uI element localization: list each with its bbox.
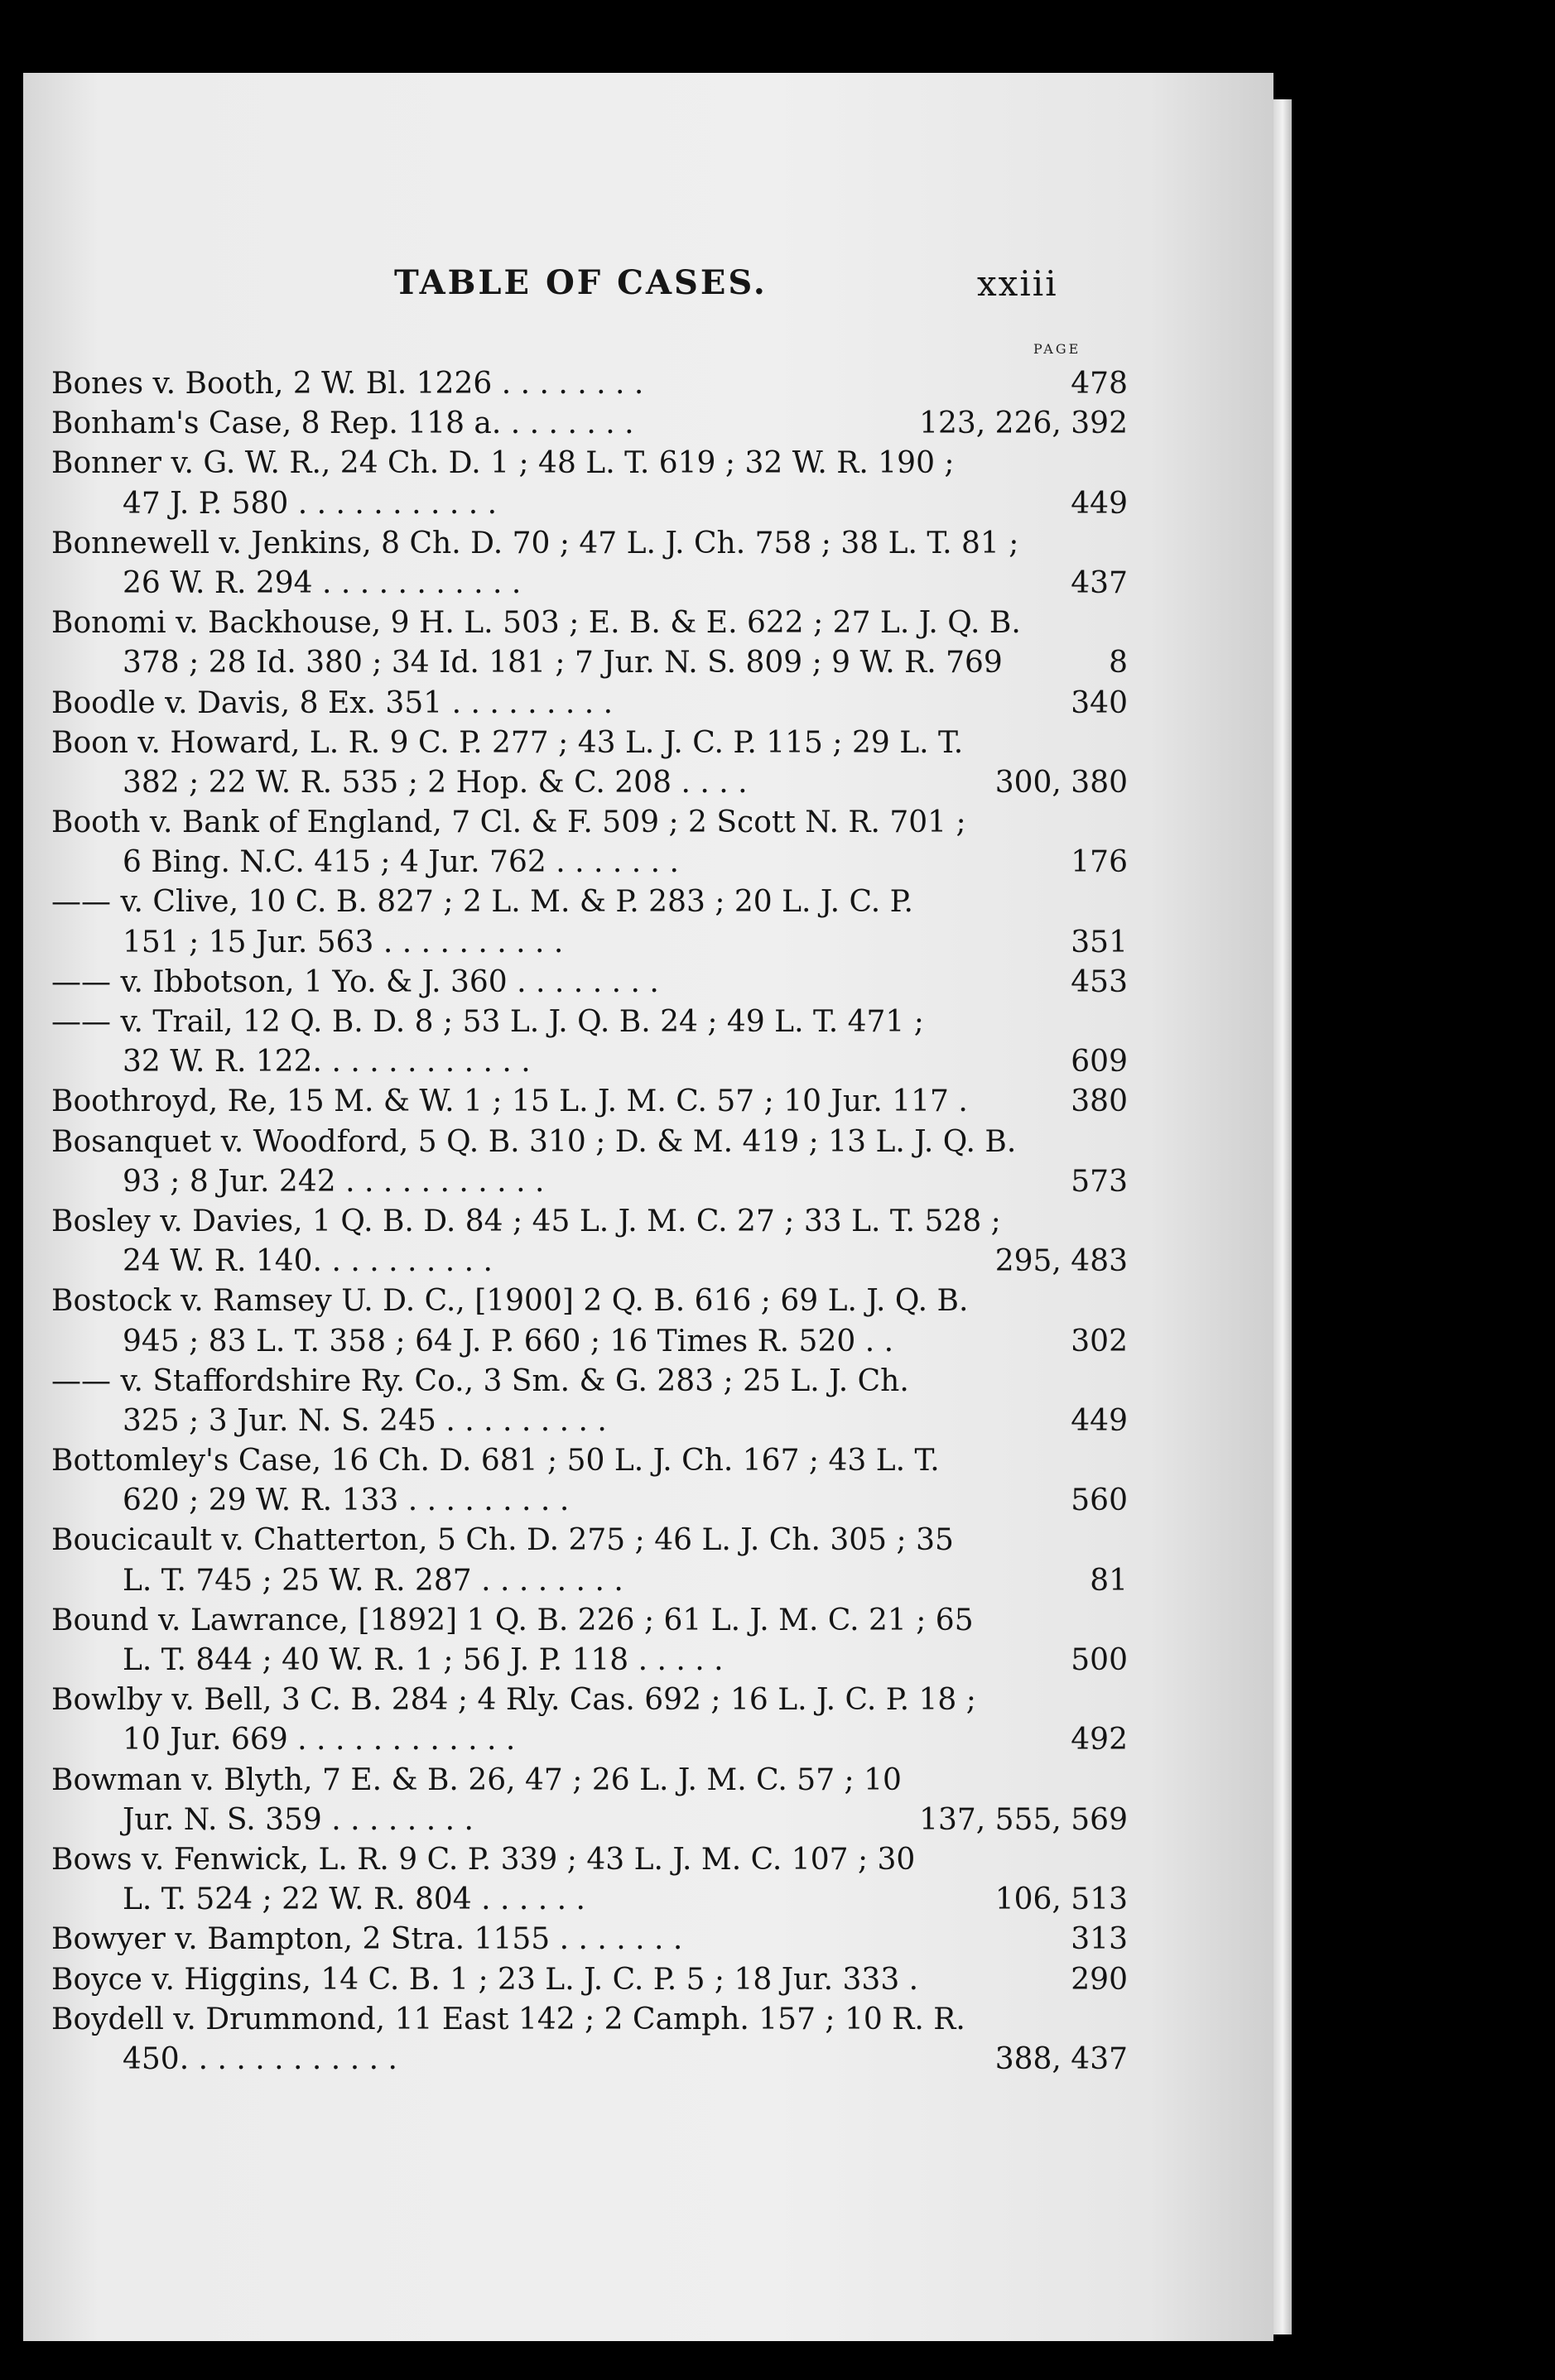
index-line [51, 643, 1128, 683]
case-citation: —— v. Clive, 10 C. B. 827 ; 2 L. M. & P. 283 ; 20 L. J. C. P. [51, 885, 913, 920]
page-reference: 453 [1071, 964, 1128, 999]
page-reference: 300, 380 [994, 765, 1128, 800]
index-line [51, 1960, 1128, 2000]
running-title: TABLE OF CASES. [394, 263, 768, 302]
index-line [51, 1680, 1128, 1720]
page-reference: 176 [1071, 845, 1128, 880]
case-citation: Boon v. Howard, L. R. 9 C. P. 277 ; 43 L. J. C. P. 115 ; 29 L. T. [51, 725, 964, 760]
case-citation: 10 Jur. 669 . . . . . . . . . . . . [123, 1723, 516, 1757]
case-citation: L. T. 844 ; 40 W. R. 1 ; 56 J. P. 118 . . . . . [123, 1643, 724, 1677]
page-reference: 295, 483 [994, 1244, 1128, 1279]
index-line [51, 963, 1128, 1002]
case-citation: Bows v. Fenwick, L. R. 9 C. P. 339 ; 43 L. J. M. C. 107 ; 30 [51, 1842, 916, 1877]
index-line [51, 1042, 1128, 1082]
index-line [51, 524, 1128, 564]
page-reference: 81 [1090, 1563, 1128, 1598]
case-citation: L. T. 524 ; 22 W. R. 804 . . . . . . [123, 1882, 586, 1917]
page-header [0, 263, 1555, 305]
index-line [51, 923, 1128, 963]
index-line [51, 484, 1128, 524]
page-reference: 123, 226, 392 [919, 406, 1128, 441]
case-citation: Boucicault v. Chatterton, 5 Ch. D. 275 ; 46 L. J. Ch. 305 ; 35 [51, 1523, 954, 1558]
page-reference: 340 [1071, 685, 1128, 720]
index-line [51, 724, 1128, 763]
page-reference: 492 [1071, 1723, 1128, 1757]
case-citation: 382 ; 22 W. R. 535 ; 2 Hop. & C. 208 . . . . [123, 765, 748, 800]
index-line [51, 1761, 1128, 1801]
index-line [51, 1281, 1128, 1321]
index-line [51, 603, 1128, 643]
index-line [51, 2040, 1128, 2079]
index-line [51, 1801, 1128, 1840]
index-line [51, 1880, 1128, 1920]
index-line [51, 684, 1128, 724]
page-reference: 290 [1071, 1962, 1128, 1997]
index-line [51, 564, 1128, 603]
case-citation: 945 ; 83 L. T. 358 ; 64 J. P. 660 ; 16 Times R. 520 . . [123, 1324, 894, 1358]
page-reference: 388, 437 [994, 2041, 1128, 2076]
case-citation: 6 Bing. N.C. 415 ; 4 Jur. 762 . . . . . . . [123, 845, 679, 880]
case-citation: Bowlby v. Bell, 3 C. B. 284 ; 4 Rly. Cas. 692 ; 16 L. J. C. P. 18 ; [51, 1683, 976, 1718]
page-reference: 437 [1071, 565, 1128, 600]
index-line [51, 1481, 1128, 1521]
page-number: xxiii [977, 263, 1058, 304]
index-line [51, 1441, 1128, 1481]
case-citation: 620 ; 29 W. R. 133 . . . . . . . . . [123, 1483, 570, 1518]
case-citation: 450. . . . . . . . . . . . [123, 2041, 397, 2076]
index-line [51, 1082, 1128, 1122]
case-citation: Bostock v. Ramsey U. D. C., [1900] 2 Q. B. 616 ; 69 L. J. Q. B. [51, 1284, 969, 1319]
index-line [51, 1322, 1128, 1362]
page-reference: 351 [1071, 925, 1128, 959]
case-citation: —— v. Ibbotson, 1 Yo. & J. 360 . . . . . . . . [51, 964, 659, 999]
index-line [51, 444, 1128, 483]
case-citation: Booth v. Bank of England, 7 Cl. & F. 509 ; 2 Scott N. R. 701 ; [51, 805, 966, 840]
page-column-label: PAGE [1033, 341, 1081, 357]
case-citation: Boothroyd, Re, 15 M. & W. 1 ; 15 L. J. M. C. 57 ; 10 Jur. 117 . [51, 1084, 968, 1119]
case-citation: L. T. 745 ; 25 W. R. 287 . . . . . . . . [123, 1563, 623, 1598]
case-citation: —— v. Trail, 12 Q. B. D. 8 ; 53 L. J. Q. B. 24 ; 49 L. T. 471 ; [51, 1005, 924, 1039]
case-citation: Bowyer v. Bampton, 2 Stra. 1155 . . . . . . . [51, 1922, 683, 1957]
case-citation: Bonner v. G. W. R., 24 Ch. D. 1 ; 48 L. T. 619 ; 32 W. R. 190 ; [51, 446, 955, 481]
page-edge [1273, 99, 1292, 2334]
index-line [51, 1521, 1128, 1560]
case-citation: Boyce v. Higgins, 14 C. B. 1 ; 23 L. J. C. P. 5 ; 18 Jur. 333 . [51, 1962, 919, 1997]
case-index [51, 364, 1128, 2079]
page-reference: 137, 555, 569 [919, 1802, 1128, 1837]
page-reference: 609 [1071, 1045, 1128, 1079]
index-line [51, 763, 1128, 803]
case-citation: 93 ; 8 Jur. 242 . . . . . . . . . . . [123, 1164, 545, 1199]
case-citation: 151 ; 15 Jur. 563 . . . . . . . . . . [123, 925, 564, 959]
case-citation: Bosanquet v. Woodford, 5 Q. B. 310 ; D. & M. 419 ; 13 L. J. Q. B. [51, 1124, 1017, 1159]
index-line [51, 1202, 1128, 1242]
case-citation: 26 W. R. 294 . . . . . . . . . . . [123, 565, 522, 600]
case-citation: Bones v. Booth, 2 W. Bl. 1226 . . . . . . . . [51, 367, 644, 401]
page-reference: 302 [1071, 1324, 1128, 1358]
case-citation: Bosley v. Davies, 1 Q. B. D. 84 ; 45 L. J. M. C. 27 ; 33 L. T. 528 ; [51, 1204, 1001, 1238]
page-reference: 106, 513 [994, 1882, 1128, 1917]
case-citation: Bound v. Lawrance, [1892] 1 Q. B. 226 ; 61 L. J. M. C. 21 ; 65 [51, 1603, 974, 1637]
page-reference: 8 [1109, 646, 1128, 680]
case-citation: 24 W. R. 140. . . . . . . . . . [123, 1244, 493, 1279]
index-line [51, 1402, 1128, 1441]
index-line [51, 1002, 1128, 1042]
case-citation: 32 W. R. 122. . . . . . . . . . . . [123, 1045, 531, 1079]
page-reference: 449 [1071, 1403, 1128, 1438]
page-reference: 380 [1071, 1084, 1128, 1119]
index-line [51, 843, 1128, 882]
page-reference: 478 [1071, 367, 1128, 401]
index-line [51, 1162, 1128, 1202]
index-line [51, 1561, 1128, 1601]
page-reference: 500 [1071, 1643, 1128, 1677]
index-line [51, 882, 1128, 922]
case-citation: 378 ; 28 Id. 380 ; 34 Id. 181 ; 7 Jur. N. S. 809 ; 9 W. R. 769 [123, 646, 1003, 680]
index-line [51, 404, 1128, 444]
case-citation: Jur. N. S. 359 . . . . . . . . [123, 1802, 474, 1837]
index-line [51, 1362, 1128, 1402]
page-reference: 560 [1071, 1483, 1128, 1518]
case-citation: 325 ; 3 Jur. N. S. 245 . . . . . . . . . [123, 1403, 607, 1438]
case-citation: Boodle v. Davis, 8 Ex. 351 . . . . . . . . . [51, 685, 614, 720]
case-citation: 47 J. P. 580 . . . . . . . . . . . [123, 486, 498, 521]
index-line [51, 1601, 1128, 1641]
index-line [51, 2000, 1128, 2040]
page-reference: 313 [1071, 1922, 1128, 1957]
case-citation: —— v. Staffordshire Ry. Co., 3 Sm. & G. 283 ; 25 L. J. Ch. [51, 1363, 909, 1398]
page-reference: 449 [1071, 486, 1128, 521]
case-citation: Bottomley's Case, 16 Ch. D. 681 ; 50 L. J. Ch. 167 ; 43 L. T. [51, 1444, 940, 1478]
index-line [51, 364, 1128, 404]
index-line [51, 1720, 1128, 1760]
case-citation: Bowman v. Blyth, 7 E. & B. 26, 47 ; 26 L. J. M. C. 57 ; 10 [51, 1762, 902, 1797]
index-line [51, 1242, 1128, 1281]
index-line [51, 1840, 1128, 1880]
index-line [51, 1641, 1128, 1680]
index-line [51, 1920, 1128, 1959]
page-reference: 573 [1071, 1164, 1128, 1199]
case-citation: Bonnewell v. Jenkins, 8 Ch. D. 70 ; 47 L. J. Ch. 758 ; 38 L. T. 81 ; [51, 526, 1019, 560]
case-citation: Boydell v. Drummond, 11 East 142 ; 2 Camph. 157 ; 10 R. R. [51, 2002, 965, 2036]
case-citation: Bonham's Case, 8 Rep. 118 a. . . . . . . . [51, 406, 634, 441]
case-citation: Bonomi v. Backhouse, 9 H. L. 503 ; E. B. & E. 622 ; 27 L. J. Q. B. [51, 606, 1021, 641]
index-line [51, 1123, 1128, 1162]
index-line [51, 803, 1128, 843]
